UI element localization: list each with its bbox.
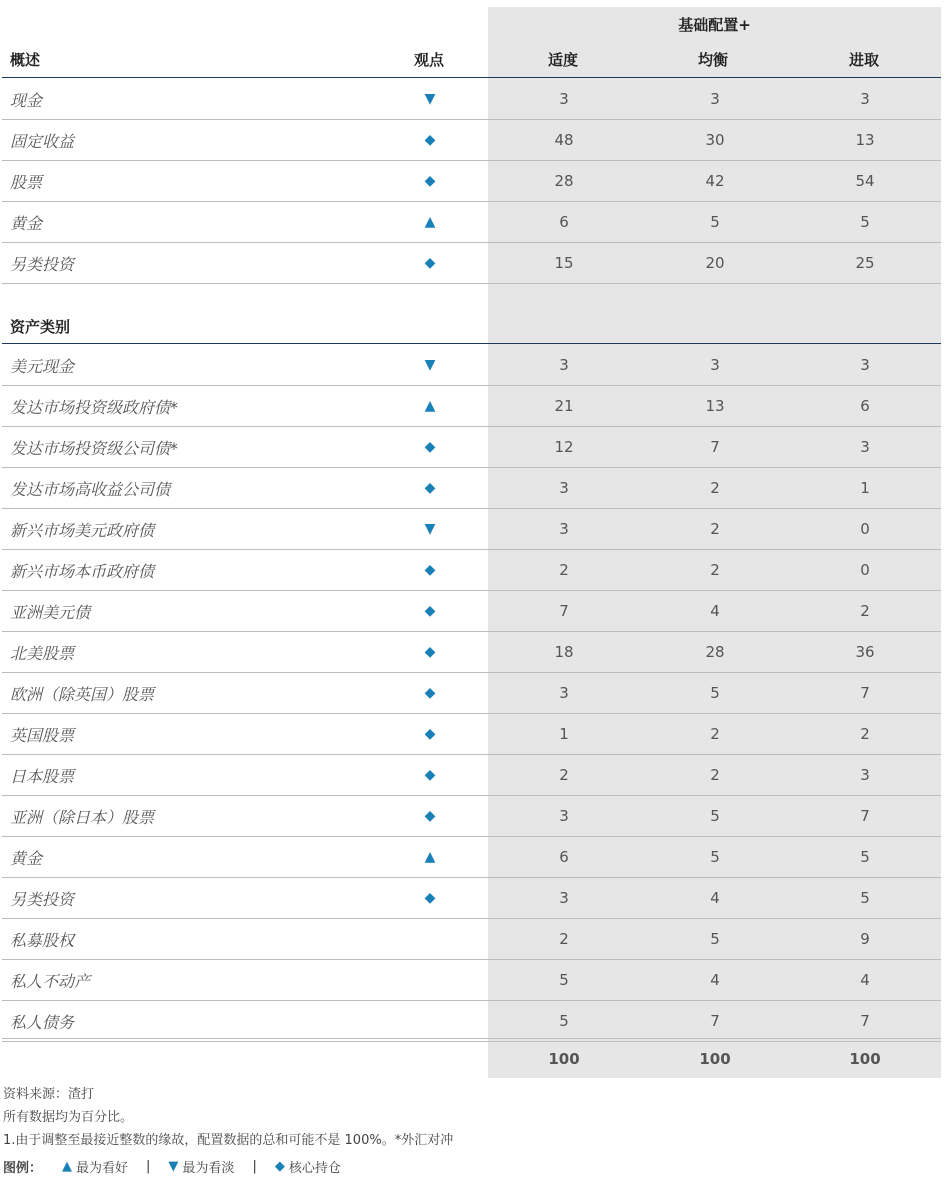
value-balanced: 28 [705,643,725,661]
value-balanced: 5 [710,848,720,866]
value-balanced: 7 [710,438,720,456]
view-icon: ◆ [424,685,436,701]
value-balanced: 13 [705,397,725,415]
total-aggressive: 100 [849,1050,881,1068]
value-aggressive: 13 [855,131,875,149]
row-name: 新兴市场本币政府债 [10,561,155,581]
value-aggressive: 0 [860,561,870,579]
legend-separator: | [146,1159,151,1174]
legend-down-label: 最为看淡 [182,1161,235,1176]
diamond-icon: ◆ [274,1159,285,1174]
group-header: 基础配置+ [678,16,751,34]
value-moderate: 21 [554,397,574,415]
header-rule [2,77,941,78]
value-balanced: 3 [710,90,720,108]
table-row [2,120,941,161]
table-row [2,796,941,837]
table-row [2,468,941,509]
row-name: 现金 [10,90,43,110]
value-aggressive: 3 [860,438,870,456]
value-balanced: 2 [710,725,720,743]
value-moderate: 28 [554,172,574,190]
value-balanced: 7 [710,1012,720,1030]
value-moderate: 3 [559,684,569,702]
row-name: 北美股票 [10,643,75,663]
col-header-view: 观点 [414,51,445,69]
value-aggressive: 3 [860,766,870,784]
value-balanced: 2 [710,479,720,497]
view-icon: ◆ [424,767,436,783]
table-row [2,1039,941,1079]
value-balanced: 5 [710,213,720,231]
table-row [2,243,941,284]
value-moderate: 3 [559,889,569,907]
table-row [2,386,941,427]
view-icon: ◆ [424,439,436,455]
table-row [2,755,941,796]
col-header-moderate: 适度 [548,51,579,69]
value-balanced: 30 [705,131,725,149]
row-name: 英国股票 [10,725,75,745]
percent-note: 所有数据均为百分比。 [3,1110,134,1125]
totals-row [2,1038,941,1079]
table-row [2,1001,941,1042]
value-moderate: 18 [554,643,574,661]
table-row [2,960,941,1001]
view-icon: ◆ [424,890,436,906]
value-balanced: 20 [705,254,725,272]
view-icon: ◆ [424,562,436,578]
row-name: 私人债务 [10,1012,75,1032]
row-name: 另类投资 [10,254,75,274]
view-icon: ◆ [424,808,436,824]
row-name: 固定收益 [10,131,75,151]
source-note: 资料来源：渣打 [3,1087,95,1102]
table-row [2,345,941,386]
view-icon: ▼ [424,91,436,107]
value-aggressive: 7 [860,807,870,825]
legend [3,1157,341,1176]
value-aggressive: 36 [855,643,875,661]
row-name: 私募股权 [10,930,75,950]
view-icon: ▲ [424,849,436,865]
table-row [2,878,941,919]
value-aggressive: 7 [860,684,870,702]
table-row [2,591,941,632]
row-name: 发达市场投资级政府债* [10,397,179,417]
value-balanced: 4 [710,602,720,620]
value-moderate: 6 [559,848,569,866]
row-name: 黄金 [10,848,43,868]
asset-section-title: 资产类别 [10,318,71,336]
row-name: 另类投资 [10,889,75,909]
value-moderate: 5 [559,1012,569,1030]
table-row [2,632,941,673]
value-moderate: 15 [554,254,574,272]
value-moderate: 3 [559,356,569,374]
table-row [2,509,941,550]
value-balanced: 42 [705,172,725,190]
value-aggressive: 25 [855,254,875,272]
legend-separator: | [252,1159,257,1174]
value-moderate: 7 [559,602,569,620]
value-balanced: 2 [710,520,720,538]
table-row [2,919,941,960]
value-balanced: 4 [710,971,720,989]
value-aggressive: 9 [860,930,870,948]
row-name: 发达市场投资级公司债* [10,438,179,458]
table-row [2,714,941,755]
value-aggressive: 6 [860,397,870,415]
value-moderate: 12 [554,438,574,456]
value-balanced: 3 [710,356,720,374]
asset-section-rule [2,343,941,344]
value-moderate: 6 [559,213,569,231]
row-name: 亚洲美元债 [10,602,91,622]
down-triangle-icon: ▼ [168,1159,179,1174]
table-row [2,202,941,243]
view-icon [414,960,446,1000]
row-name: 股票 [10,172,43,192]
row-name: 私人不动产 [10,971,91,991]
value-moderate: 2 [559,766,569,784]
view-icon: ▼ [424,357,436,373]
view-icon: ◆ [424,480,436,496]
value-aggressive: 5 [860,213,870,231]
row-name: 发达市场高收益公司债 [10,479,171,499]
value-balanced: 2 [710,561,720,579]
row-name: 新兴市场美元政府债 [10,520,155,540]
table-row [2,161,941,202]
value-aggressive: 0 [860,520,870,538]
row-name: 美元现金 [10,356,75,376]
total-moderate: 100 [548,1050,580,1068]
legend-core-label: 核心持仓 [288,1161,341,1176]
col-header-summary: 概述 [10,51,41,69]
value-moderate: 3 [559,807,569,825]
value-moderate: 1 [559,725,569,743]
legend-title: 图例： [3,1161,43,1176]
col-header-aggressive: 进取 [849,51,880,69]
view-icon: ▼ [424,521,436,537]
table-row [2,837,941,878]
view-icon: ◆ [424,644,436,660]
row-name: 亚洲（除日本）股票 [10,807,155,827]
value-moderate: 5 [559,971,569,989]
value-aggressive: 1 [860,479,870,497]
row-name: 日本股票 [10,766,75,786]
value-aggressive: 4 [860,971,870,989]
view-icon: ▲ [424,398,436,414]
view-icon: ◆ [424,255,436,271]
table-row [2,550,941,591]
value-aggressive: 7 [860,1012,870,1030]
value-aggressive: 3 [860,356,870,374]
view-icon: ◆ [424,173,436,189]
value-aggressive: 3 [860,90,870,108]
summary-table [2,79,941,284]
view-icon [414,1001,446,1041]
value-moderate: 48 [554,131,574,149]
view-icon: ◆ [424,726,436,742]
rounding-note: 1.由于调整至最接近整数的缘故，配置数据的总和可能不是 100%。*外汇对冲 [3,1133,454,1148]
legend-up-label: 最为看好 [76,1161,129,1176]
value-aggressive: 54 [855,172,875,190]
value-balanced: 5 [710,930,720,948]
value-moderate: 3 [559,479,569,497]
view-icon: ◆ [424,603,436,619]
table-row [2,673,941,714]
table-row [2,79,941,120]
value-aggressive: 2 [860,602,870,620]
value-moderate: 2 [559,930,569,948]
row-name: 黄金 [10,213,43,233]
col-header-balanced: 均衡 [698,51,729,69]
value-aggressive: 5 [860,889,870,907]
value-balanced: 5 [710,684,720,702]
table-row [2,427,941,468]
value-balanced: 5 [710,807,720,825]
row-name: 欧洲（除英国）股票 [10,684,155,704]
total-balanced: 100 [699,1050,731,1068]
view-icon [414,919,446,959]
view-icon: ◆ [424,132,436,148]
value-balanced: 2 [710,766,720,784]
value-balanced: 4 [710,889,720,907]
view-icon: ▲ [424,214,436,230]
value-aggressive: 2 [860,725,870,743]
value-moderate: 3 [559,90,569,108]
asset-table [2,345,941,1042]
value-moderate: 3 [559,520,569,538]
up-triangle-icon: ▲ [62,1159,73,1174]
value-moderate: 2 [559,561,569,579]
value-aggressive: 5 [860,848,870,866]
